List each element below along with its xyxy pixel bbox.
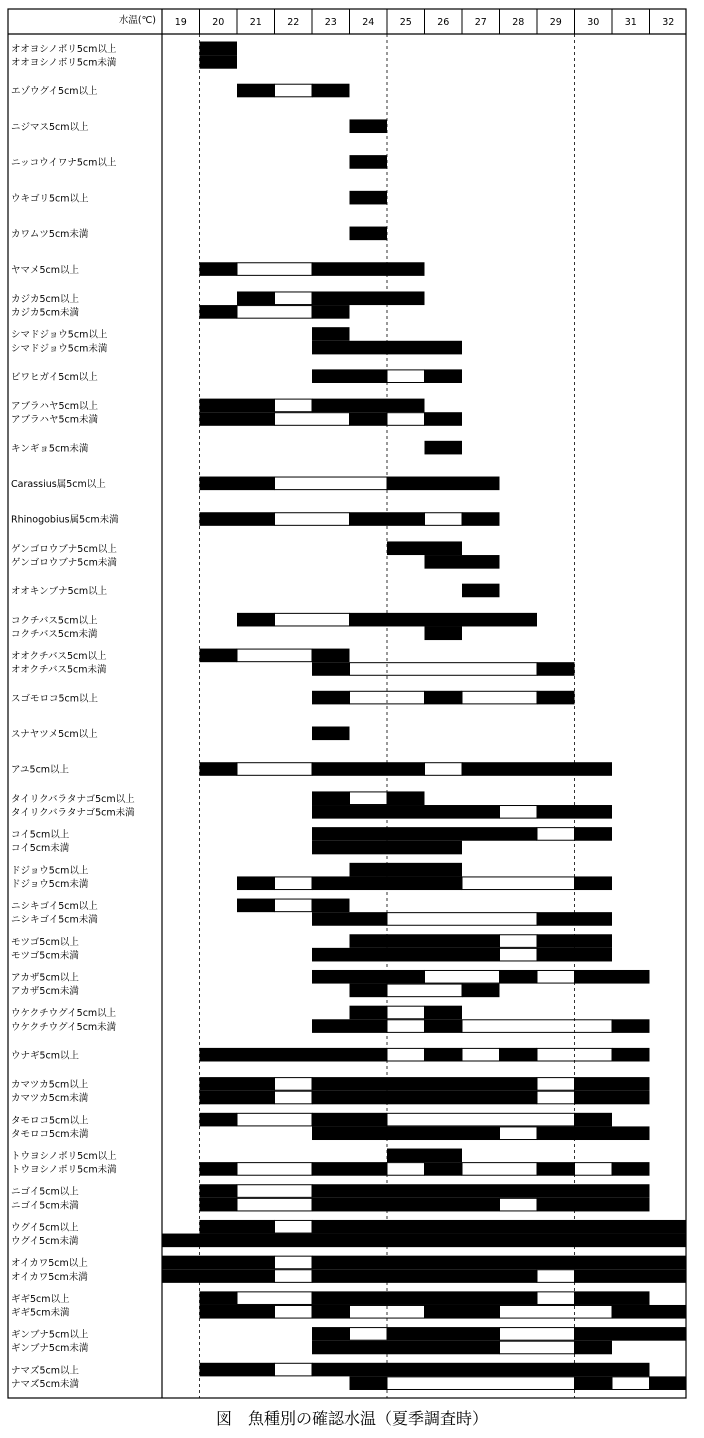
labels-layer: [11, 43, 135, 1390]
species-label: ニシキゴイ5cm以上: [11, 901, 98, 913]
presence-bar: [312, 1113, 387, 1127]
presence-bar: [612, 1305, 686, 1319]
absence-bar: [275, 1270, 313, 1283]
presence-bar: [425, 1019, 463, 1033]
absence-bar: [275, 477, 388, 490]
presence-bar: [387, 541, 462, 555]
species-label: ヤマメ5cm以上: [11, 264, 80, 276]
absence-bar: [387, 913, 537, 926]
species-label: ドジョウ5cm未満: [11, 878, 89, 890]
presence-bar: [575, 1291, 650, 1305]
absence-bar: [500, 1341, 575, 1354]
presence-bar: [312, 1305, 350, 1319]
presence-bar: [312, 1220, 686, 1234]
absence-bar: [387, 1377, 575, 1390]
species-label: コクチバス5cm未満: [11, 628, 98, 640]
axis-label: 水温(℃): [118, 15, 156, 26]
absence-bar: [237, 649, 312, 662]
presence-bar: [350, 191, 388, 205]
presence-bar: [162, 1256, 275, 1270]
species-label: ギンブナ5cm未満: [11, 1343, 89, 1355]
header-layer: [119, 9, 674, 34]
presence-bar: [387, 791, 425, 805]
presence-bar: [200, 1184, 238, 1198]
species-label: スナヤツメ5cm以上: [11, 729, 98, 740]
temp-tick-label: 29: [549, 17, 562, 28]
presence-bar: [350, 155, 388, 169]
species-label: ナマズ5cm未満: [11, 1378, 80, 1390]
species-label: キンギョ5cm未満: [11, 443, 89, 455]
presence-bar: [312, 791, 350, 805]
presence-bar: [350, 412, 388, 426]
presence-bar: [462, 984, 500, 998]
presence-bar: [312, 762, 425, 776]
absence-bar: [275, 399, 313, 412]
species-label: ウグイ5cm未満: [11, 1236, 79, 1248]
presence-bar: [350, 227, 388, 241]
temp-tick-label: 25: [399, 17, 412, 28]
presence-bar: [575, 1091, 650, 1105]
presence-bar: [312, 1019, 387, 1033]
absence-bar: [275, 413, 350, 426]
presence-bar: [575, 1269, 687, 1283]
species-label: モツゴ5cm未満: [11, 950, 79, 962]
species-label: カワムツ5cm未満: [11, 229, 89, 241]
absence-bar: [237, 763, 312, 776]
presence-bar: [200, 305, 238, 319]
presence-bar: [312, 827, 537, 841]
species-label: タモロコ5cm以上: [11, 1115, 89, 1127]
species-label: ウグイ5cm以上: [11, 1222, 79, 1234]
presence-bar: [425, 369, 463, 383]
absence-bar: [387, 984, 462, 997]
absence-bar: [612, 1377, 650, 1390]
presence-bar: [237, 876, 275, 890]
presence-bar: [575, 827, 613, 841]
presence-bar: [312, 399, 425, 413]
temp-tick-label: 21: [249, 17, 262, 28]
presence-bar: [312, 1256, 686, 1270]
temp-tick-label: 22: [287, 17, 300, 28]
presence-bar: [312, 1363, 650, 1377]
species-label: オイカワ5cm未満: [11, 1271, 88, 1283]
absence-bar: [350, 1328, 388, 1341]
presence-bar: [425, 441, 463, 455]
presence-bar: [312, 305, 350, 319]
presence-bar: [350, 119, 388, 133]
species-label: アブラハヤ5cm未満: [11, 414, 99, 426]
temp-tick-label: 26: [437, 17, 450, 28]
absence-bar: [537, 1270, 575, 1283]
absence-bar: [387, 1113, 575, 1126]
presence-bar: [387, 1327, 500, 1341]
presence-bar: [312, 912, 387, 926]
species-label: ギンブナ5cm以上: [11, 1329, 89, 1341]
presence-bar: [612, 1019, 650, 1033]
species-label: ウケクチウグイ5cm未満: [11, 1021, 117, 1033]
presence-bar: [200, 412, 275, 426]
absence-bar: [500, 1127, 538, 1140]
species-label: ゲンゴロウブナ5cm以上: [11, 543, 117, 555]
absence-bar: [387, 1006, 425, 1019]
presence-bar: [312, 691, 350, 705]
presence-bar: [312, 899, 350, 913]
species-label: カマツカ5cm未満: [11, 1093, 89, 1105]
presence-bar: [462, 584, 500, 598]
presence-bar: [237, 291, 275, 305]
absence-bar: [537, 1078, 575, 1091]
species-label: アカザ5cm以上: [11, 972, 79, 984]
presence-bar: [312, 1184, 650, 1198]
species-label: シマドジョウ5cm未満: [11, 343, 108, 355]
presence-bar: [425, 1006, 463, 1020]
absence-bar: [500, 935, 538, 948]
temp-tick-label: 30: [587, 17, 600, 28]
presence-bar: [425, 1162, 463, 1176]
presence-bar: [200, 1305, 275, 1319]
presence-bar: [237, 613, 275, 627]
absence-bar: [500, 1328, 575, 1341]
species-label: エゾウグイ5cm以上: [11, 86, 98, 98]
species-label: オオキンブナ5cm以上: [11, 586, 108, 598]
species-label: ニッコウイワナ5cm以上: [11, 157, 117, 169]
absence-bar: [462, 877, 575, 890]
absence-bar: [537, 828, 575, 841]
presence-bar: [462, 762, 612, 776]
presence-bar: [200, 512, 275, 526]
absence-bar: [462, 691, 537, 704]
presence-bar: [200, 1220, 275, 1234]
presence-bar: [350, 613, 538, 627]
presence-bar: [162, 1269, 275, 1283]
species-label: オオクチバス5cm以上: [11, 651, 107, 663]
absence-bar: [275, 1220, 313, 1233]
presence-bar: [575, 1077, 650, 1091]
species-label: オオヨシノボリ5cm未満: [11, 57, 117, 69]
presence-bar: [575, 1376, 613, 1390]
presence-bar: [350, 1006, 388, 1020]
presence-bar: [350, 984, 388, 998]
absence-bar: [275, 1305, 313, 1318]
presence-bar: [312, 649, 350, 663]
presence-bar: [537, 1198, 650, 1212]
absence-bar: [387, 1048, 425, 1061]
species-label: ニジマス5cm以上: [11, 121, 89, 133]
species-label: コクチバス5cm以上: [11, 615, 98, 627]
absence-bar: [237, 263, 312, 276]
absence-bar: [350, 663, 538, 676]
absence-bar: [500, 1305, 613, 1318]
absence-bar: [275, 292, 313, 305]
species-label: タイリクバラタナゴ5cm未満: [11, 807, 135, 819]
presence-bar: [200, 1162, 238, 1176]
absence-bar: [425, 970, 500, 983]
presence-bar: [200, 262, 238, 276]
absence-bar: [387, 1020, 425, 1033]
species-label: ニゴイ5cm未満: [11, 1200, 79, 1212]
presence-bar: [237, 84, 275, 98]
absence-bar: [275, 513, 350, 526]
species-label: Rhinogobius属5cm未満: [11, 514, 119, 526]
presence-bar: [612, 1162, 650, 1176]
presence-bar: [350, 1376, 388, 1390]
presence-bar: [312, 970, 425, 984]
presence-bar: [537, 1126, 650, 1140]
absence-bar: [462, 1020, 612, 1033]
absence-bar: [275, 613, 350, 626]
absence-bar: [237, 306, 312, 319]
presence-bar: [237, 899, 275, 913]
absence-bar: [275, 84, 313, 97]
presence-bar: [537, 1162, 575, 1176]
species-label: タモロコ5cm未満: [11, 1128, 89, 1140]
species-label: モツゴ5cm以上: [11, 936, 79, 948]
presence-bar: [312, 1341, 500, 1355]
absence-bar: [275, 899, 313, 912]
presence-bar: [200, 1091, 275, 1105]
absence-bar: [237, 1113, 312, 1126]
presence-bar: [575, 970, 650, 984]
presence-bar: [312, 662, 350, 676]
bars-layer: [162, 42, 686, 1390]
presence-bar: [462, 512, 500, 526]
presence-bar: [200, 1048, 388, 1062]
presence-bar: [500, 970, 538, 984]
species-label: ウキゴリ5cm以上: [11, 193, 89, 205]
presence-bar: [575, 1327, 687, 1341]
species-label: ニシキゴイ5cm未満: [11, 914, 98, 926]
presence-bar: [425, 626, 463, 640]
species-label: Carassius属5cm以上: [11, 479, 106, 491]
absence-bar: [425, 763, 463, 776]
presence-bar: [312, 369, 387, 383]
presence-bar: [575, 1341, 613, 1355]
species-label: アユ5cm以上: [11, 764, 70, 776]
species-label: トウヨシノボリ5cm以上: [11, 1151, 117, 1163]
species-label: ドジョウ5cm以上: [11, 865, 89, 877]
absence-bar: [237, 1185, 312, 1198]
species-label: カジカ5cm未満: [11, 307, 80, 319]
presence-bar: [200, 1113, 238, 1127]
temp-tick-label: 32: [662, 17, 675, 28]
absence-bar: [237, 1198, 312, 1211]
presence-bar: [200, 1291, 238, 1305]
presence-bar: [312, 805, 500, 819]
presence-bar: [425, 412, 463, 426]
species-label: ニゴイ5cm以上: [11, 1186, 79, 1198]
presence-bar: [312, 1162, 387, 1176]
presence-bar: [350, 863, 463, 877]
absence-bar: [387, 1163, 425, 1176]
absence-bar: [537, 1292, 575, 1305]
presence-bar: [612, 1048, 650, 1062]
species-label: オイカワ5cm以上: [11, 1258, 88, 1270]
species-label: シマドジョウ5cm以上: [11, 329, 108, 341]
temp-tick-label: 20: [212, 17, 225, 28]
presence-bar: [312, 1269, 537, 1283]
absence-bar: [387, 370, 425, 383]
presence-bar: [200, 762, 238, 776]
absence-bar: [275, 1078, 313, 1091]
presence-bar: [312, 262, 425, 276]
species-label: ウナギ5cm以上: [11, 1050, 80, 1062]
species-label: ギギ5cm未満: [11, 1307, 70, 1319]
presence-bar: [650, 1376, 687, 1390]
presence-bar: [350, 934, 500, 948]
presence-bar: [312, 1077, 537, 1091]
presence-bar: [200, 55, 238, 69]
presence-bar: [312, 1126, 500, 1140]
presence-bar: [312, 291, 425, 305]
species-label: カマツカ5cm以上: [11, 1079, 89, 1091]
presence-bar: [200, 399, 275, 413]
temp-tick-label: 24: [362, 17, 375, 28]
presence-bar: [387, 1149, 462, 1163]
presence-bar: [200, 1363, 275, 1377]
presence-bar: [537, 662, 575, 676]
presence-bar: [312, 727, 350, 741]
presence-bar: [200, 42, 238, 56]
presence-bar: [575, 876, 613, 890]
species-label: ナマズ5cm以上: [11, 1365, 80, 1377]
absence-bar: [500, 1198, 538, 1211]
species-label: タイリクバラタナゴ5cm以上: [11, 793, 135, 805]
presence-bar: [500, 1048, 538, 1062]
temp-tick-label: 28: [512, 17, 525, 28]
species-label: トウヨシノボリ5cm未満: [11, 1164, 117, 1176]
absence-bar: [350, 792, 388, 805]
absence-bar: [500, 948, 538, 961]
species-label: ゲンゴロウブナ5cm未満: [11, 557, 117, 569]
presence-bar: [425, 555, 500, 569]
species-label: スゴモロコ5cm以上: [11, 693, 99, 705]
presence-bar: [200, 477, 275, 491]
presence-bar: [200, 649, 238, 663]
species-label: ビワヒガイ5cm以上: [11, 371, 98, 383]
presence-bar: [312, 1291, 537, 1305]
presence-bar: [425, 1048, 463, 1062]
absence-bar: [237, 1292, 312, 1305]
chart-title: 図 魚種別の確認水温（夏季調査時）: [215, 1409, 489, 1428]
absence-bar: [462, 1163, 537, 1176]
absence-bar: [275, 1363, 313, 1376]
temp-tick-label: 23: [324, 17, 337, 28]
presence-bar: [312, 1198, 500, 1212]
species-label: ギギ5cm以上: [11, 1293, 70, 1305]
presence-bar: [312, 1327, 350, 1341]
absence-bar: [275, 877, 313, 890]
presence-bar: [200, 1077, 275, 1091]
absence-bar: [537, 970, 575, 983]
presence-bar: [425, 691, 463, 705]
absence-bar: [462, 1048, 500, 1061]
presence-bar: [162, 1234, 686, 1248]
presence-bar: [425, 1305, 500, 1319]
species-label: ウケクチウグイ5cm以上: [11, 1008, 117, 1020]
species-label: オオヨシノボリ5cm以上: [11, 44, 117, 55]
presence-bar: [312, 84, 350, 98]
absence-bar: [537, 1091, 575, 1104]
absence-bar: [237, 1163, 312, 1176]
presence-bar: [200, 1198, 238, 1212]
temp-tick-label: 31: [624, 17, 637, 28]
absence-bar: [275, 1256, 313, 1269]
species-label: カジカ5cm以上: [11, 293, 80, 305]
presence-bar: [537, 691, 575, 705]
absence-bar: [387, 413, 425, 426]
presence-bar: [575, 1113, 613, 1127]
temp-tick-label: 19: [174, 17, 187, 28]
species-label: アカザ5cm未満: [11, 986, 79, 998]
presence-bar: [312, 327, 350, 341]
temp-tick-label: 27: [474, 17, 487, 28]
species-label: アブラハヤ5cm以上: [11, 401, 99, 413]
species-label: コイ5cm以上: [11, 829, 70, 841]
absence-bar: [575, 1163, 613, 1176]
absence-bar: [500, 806, 538, 819]
presence-bar: [387, 477, 500, 491]
presence-bar: [312, 948, 500, 962]
absence-bar: [425, 513, 463, 526]
absence-bar: [275, 1091, 313, 1104]
species-label: コイ5cm未満: [11, 843, 70, 855]
presence-bar: [312, 1091, 537, 1105]
species-label: オオクチバス5cm未満: [11, 664, 107, 676]
